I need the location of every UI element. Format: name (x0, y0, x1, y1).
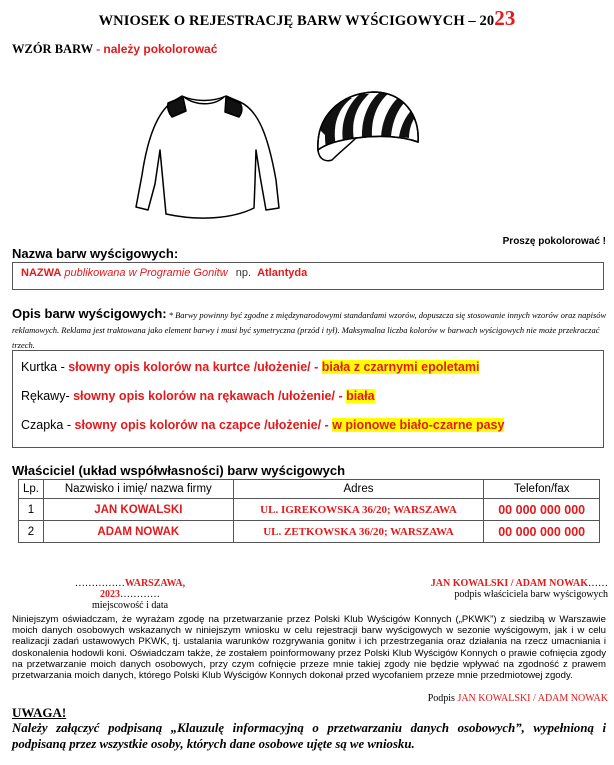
description-row-jacket[interactable] (21, 360, 479, 374)
colors-name-field[interactable] (12, 262, 604, 290)
signature-caption: podpis właściciela barw wyścigowych (454, 589, 608, 600)
column-header: Nazwisko i imię/ nazwa firmy (44, 480, 234, 499)
colors-name-heading: Nazwa barw wyścigowych: (12, 246, 179, 261)
column-header: Telefon/fax (484, 480, 600, 499)
name-word: NAZWA (21, 267, 62, 279)
cell-phone[interactable]: 00 000 000 000 (484, 499, 600, 521)
wzor-note: należy pokolorować (103, 42, 218, 56)
description-heading: Opis barw wyścigowych: (12, 306, 167, 321)
table-header-row (19, 480, 600, 499)
place-line (55, 578, 205, 600)
warning-heading: UWAGA! (12, 705, 67, 720)
dots: ………… (120, 589, 160, 600)
title-year: 23 (494, 6, 516, 30)
please-color-note: Proszę pokolorować ! (502, 236, 606, 247)
cell-name[interactable]: ADAM NOWAK (44, 521, 234, 543)
description-footnote: * Barwy powinny być zgodne z międzynarodowymi standardami wzorów, dopuszcza się stosowanie innych wzorów oraz napisów reklamowych. Reklama jest traktowana jako element barwy i musi być symetryczna (przód i tył). Maksymalna liczba kolorów w barwach wyścigowych nie może przekraczać trzech. (12, 310, 607, 350)
row-value[interactable]: w pionowe biało-czarne pasy (332, 418, 505, 432)
name-example-value: Atlantyda (257, 267, 308, 279)
jacket-drawing[interactable] (136, 96, 279, 218)
place-caption: miejscowość i data (91, 600, 169, 611)
owners-heading: Właściciel (układ współwłasności) barw wyścigowych (12, 463, 346, 478)
cell-name[interactable]: JAN KOWALSKI (44, 499, 234, 521)
cell-lp: 1 (19, 499, 44, 521)
description-row-sleeves[interactable] (21, 389, 375, 403)
jacket-outline[interactable] (136, 96, 279, 218)
consent-statement: Niniejszym oświadczam, że wyrażam zgodę na przetwarzanie przez Polski Klub Wyścigów Konnych („PKWK”) z siedzibą w Warszawie moich danych osobowych wskazanych w niniejszym wniosku w celu rejestracji barw wyścigowych w sezonie wyścigowym, jak i w celu realizacji zadań ustawowych PKWK, tj. ustalania warunków rozgrywania gonitw i ich przestrzegania oraz działania na rzecz umacniania i doskonalenia hodowli koni. Oświadczam także, że zostałem poinformowany przez Polski Klub Wyścigów Konnych o prawie cofnięcia zgody na przetwarzanie moich danych osobowych, przy czym cofnięcie przeze mnie takiej zgody nie będzie wpływać na zgodność z prawem przetwarzania moich danych, którego Polski Klub Wyścigów Konnych dokonał przed wycofaniem przeze mnie przedmiotowej zgody. (12, 614, 606, 682)
colors-pattern-label (12, 42, 217, 57)
cell-phone[interactable]: 00 000 000 000 (484, 521, 600, 543)
warning-text: Należy załączyć podpisaną „Klauzulę informacyjną o przetwarzaniu danych osobowych”, wypełnioną i podpisaną przez wszystkie osoby, których dane osobowe ujęte są we wniosku. (12, 721, 606, 751)
wzor-label: WZÓR BARW (12, 42, 93, 56)
signature-label: Podpis (427, 693, 458, 704)
cell-lp: 2 (19, 521, 44, 543)
colors-description-box[interactable] (12, 350, 604, 448)
document-title (0, 6, 614, 31)
colors-description-header (12, 307, 612, 352)
row-label: Rękawy- (21, 389, 74, 403)
cell-address[interactable]: UL. ZETKOWSKA 36/20; WARSZAWA (233, 521, 484, 543)
cap-drawing[interactable] (318, 92, 419, 161)
table-row (19, 521, 600, 543)
row-desc: słowny opis kolorów na czapce /ułożenie/ - (74, 418, 333, 432)
dots: …… (588, 578, 608, 589)
column-header: Adres (233, 480, 484, 499)
cell-address[interactable]: UL. IGREKOWSKA 36/20; WARSZAWA (233, 499, 484, 521)
row-desc: słowny opis kolorów na kurtce /ułożenie/ - (68, 360, 322, 374)
column-header: Lp. (19, 480, 44, 499)
row-desc: słowny opis kolorów na rękawach /ułożenie/ - (73, 389, 347, 403)
silks-drawing[interactable] (0, 80, 614, 240)
signature-value: JAN KOWALSKI / ADAM NOWAK (457, 693, 608, 704)
signature-line (431, 578, 608, 589)
dots: …………… (74, 578, 125, 589)
description-row-cap[interactable] (21, 418, 504, 432)
table-row (19, 499, 600, 521)
name-np: np. (235, 267, 251, 279)
consent-signature[interactable] (428, 693, 608, 704)
row-label: Kurtka - (21, 360, 69, 374)
place-and-date[interactable] (55, 578, 205, 611)
name-published-note: publikowana w Programie Gonitw (64, 267, 228, 279)
row-label: Czapka - (21, 418, 75, 432)
owners-table (18, 479, 600, 543)
row-value[interactable]: biała (346, 389, 375, 403)
wzor-dash: - (92, 42, 104, 56)
place-value: WARSZAWA, 2023 (100, 578, 186, 600)
title-text: WNIOSEK O REJESTRACJĘ BARW WYŚCIGOWYCH – 20 (98, 13, 495, 29)
row-value[interactable]: biała z czarnymi epoletami (321, 360, 480, 374)
signature-value: JAN KOWALSKI / ADAM NOWAK (430, 578, 588, 589)
owner-signature[interactable] (431, 578, 608, 600)
